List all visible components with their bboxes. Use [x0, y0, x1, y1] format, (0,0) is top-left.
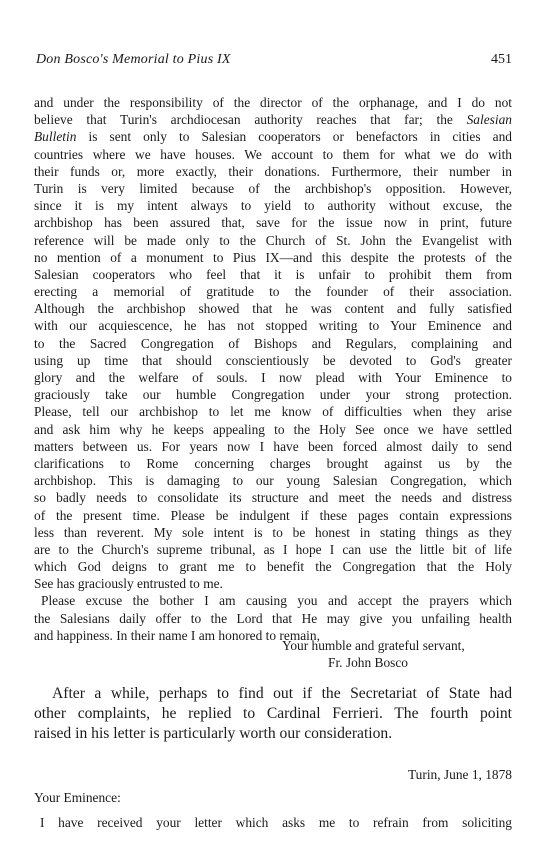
letter-text-line: countries where we have houses. We account to them for what we do with [34, 146, 512, 162]
letter-text-line: Please, tell our archbishop to let me know of difficulties when they arise [34, 404, 512, 420]
letter-dateline: Turin, June 1, 1878 [407, 767, 512, 782]
narrative-text-line: raised in his letter is particularly worth our consideration. [34, 724, 393, 742]
letter-text-line: matters between us. For years now I have been forced almost daily to send [34, 438, 512, 454]
running-title: Don Bosco's Memorial to Pius IX [36, 52, 231, 67]
letter-text-line: no mention of a monument to Pius IX—and this despite the protests of the [34, 249, 512, 265]
next-letter-text-line: I have received your letter which asks me to refrain from soliciting [40, 815, 512, 830]
letter-text-line: and under the responsibility of the director of the orphanage, and I do not [34, 95, 512, 110]
letter-text-line: archbishop. This is damaging to our young Salesian Congregation, which [34, 473, 512, 489]
letter-signature [34, 637, 512, 671]
narrative-text-line: other complaints, he replied to Cardinal Ferrieri. The fourth point [34, 704, 512, 722]
narrative-paragraph [34, 684, 512, 743]
periodical-title: Salesian [466, 112, 512, 128]
letter-text-line: clarifications to Rome concerning charges brought against us by the [34, 455, 512, 471]
letter-text-line: which God deigns to grant me to benefit the Congregation that the Holy [34, 559, 512, 575]
letter-text-line: so badly needs to consolidate its structure and meet the needs and distress [34, 490, 512, 506]
signature-closing: Your humble and grateful servant, [282, 638, 465, 653]
letter-text-line: Please excuse the bother I am causing you and accept the prayers which [41, 593, 512, 609]
letter-text-line: less than reverent. My sole intent is to be honest in stating things as they [34, 524, 512, 540]
page-number: 451 [491, 52, 512, 67]
next-letter-body [34, 814, 512, 831]
letter-text-line: to the Sacred Congregation of Bishops and Regulars, complaining and [34, 335, 512, 351]
letter-text-line: Bulletin is sent only to Salesian cooperators or benefactors in cities and [34, 129, 512, 145]
letter-text-line: with our acquiescence, he has not stopped writing to Your Eminence and [34, 318, 512, 334]
letter-text-line: using up time that should conscientiously be devoted to God's greater [34, 352, 512, 368]
letter-text-line: their funds or, more exactly, their donations. Furthermore, their number in [34, 163, 512, 179]
letter-text-line: Turin is very limited because of the archbishop's opposition. However, [34, 180, 512, 196]
letter-text-line: Salesian cooperators who feel that it is unfair to prohibit them from [34, 266, 512, 282]
periodical-title: Bulletin [34, 129, 77, 145]
letter-text-line: and ask him why he keeps appealing to the Holy See once we have settled [34, 421, 512, 437]
letter-body [34, 94, 512, 644]
letter-text-line: graciously take our humble Congregation under your strong protection. [34, 387, 512, 403]
letter-salutation: Your Eminence: [34, 790, 121, 805]
letter-text-line: archbishop has been assured that, save for the issue now in print, future [34, 215, 512, 231]
letter-text-line: See has graciously entrusted to me. [34, 576, 223, 592]
running-header [36, 52, 512, 72]
letter-text-line: Although the archbishop showed that he was content and fully satisfied [34, 301, 512, 317]
letter-text-line: glory and the welfare of souls. I now plead with Your Eminence to [34, 370, 512, 385]
letter-text-line: erecting a memorial of gratitude to the founder of their association. [34, 284, 512, 300]
letter-text-line: the Salesians daily offer to the Lord that He may give you unfailing health [34, 610, 512, 626]
signature-name: Fr. John Bosco [328, 655, 408, 671]
letter-text-line: are to the Church's supreme tribunal, as I hope I can use the little bit of life [34, 541, 512, 557]
narrative-text-line: After a while, perhaps to find out if the Secretariat of State had [52, 685, 512, 702]
letter-text-line: since it is my intent always to yield to authority without excuse, the [34, 198, 512, 214]
letter-text-line: and happiness. In their name I am honored to remain, [34, 627, 320, 643]
letter-text-line: of the present time. Please be indulgent if these pages contain expressions [34, 507, 512, 523]
letter-text-line: believe that Turin's archdiocesan authority reaches that far; the Salesian [34, 112, 512, 128]
letter-text-line: reference will be made only to the Church of St. John the Evangelist with [34, 232, 512, 248]
